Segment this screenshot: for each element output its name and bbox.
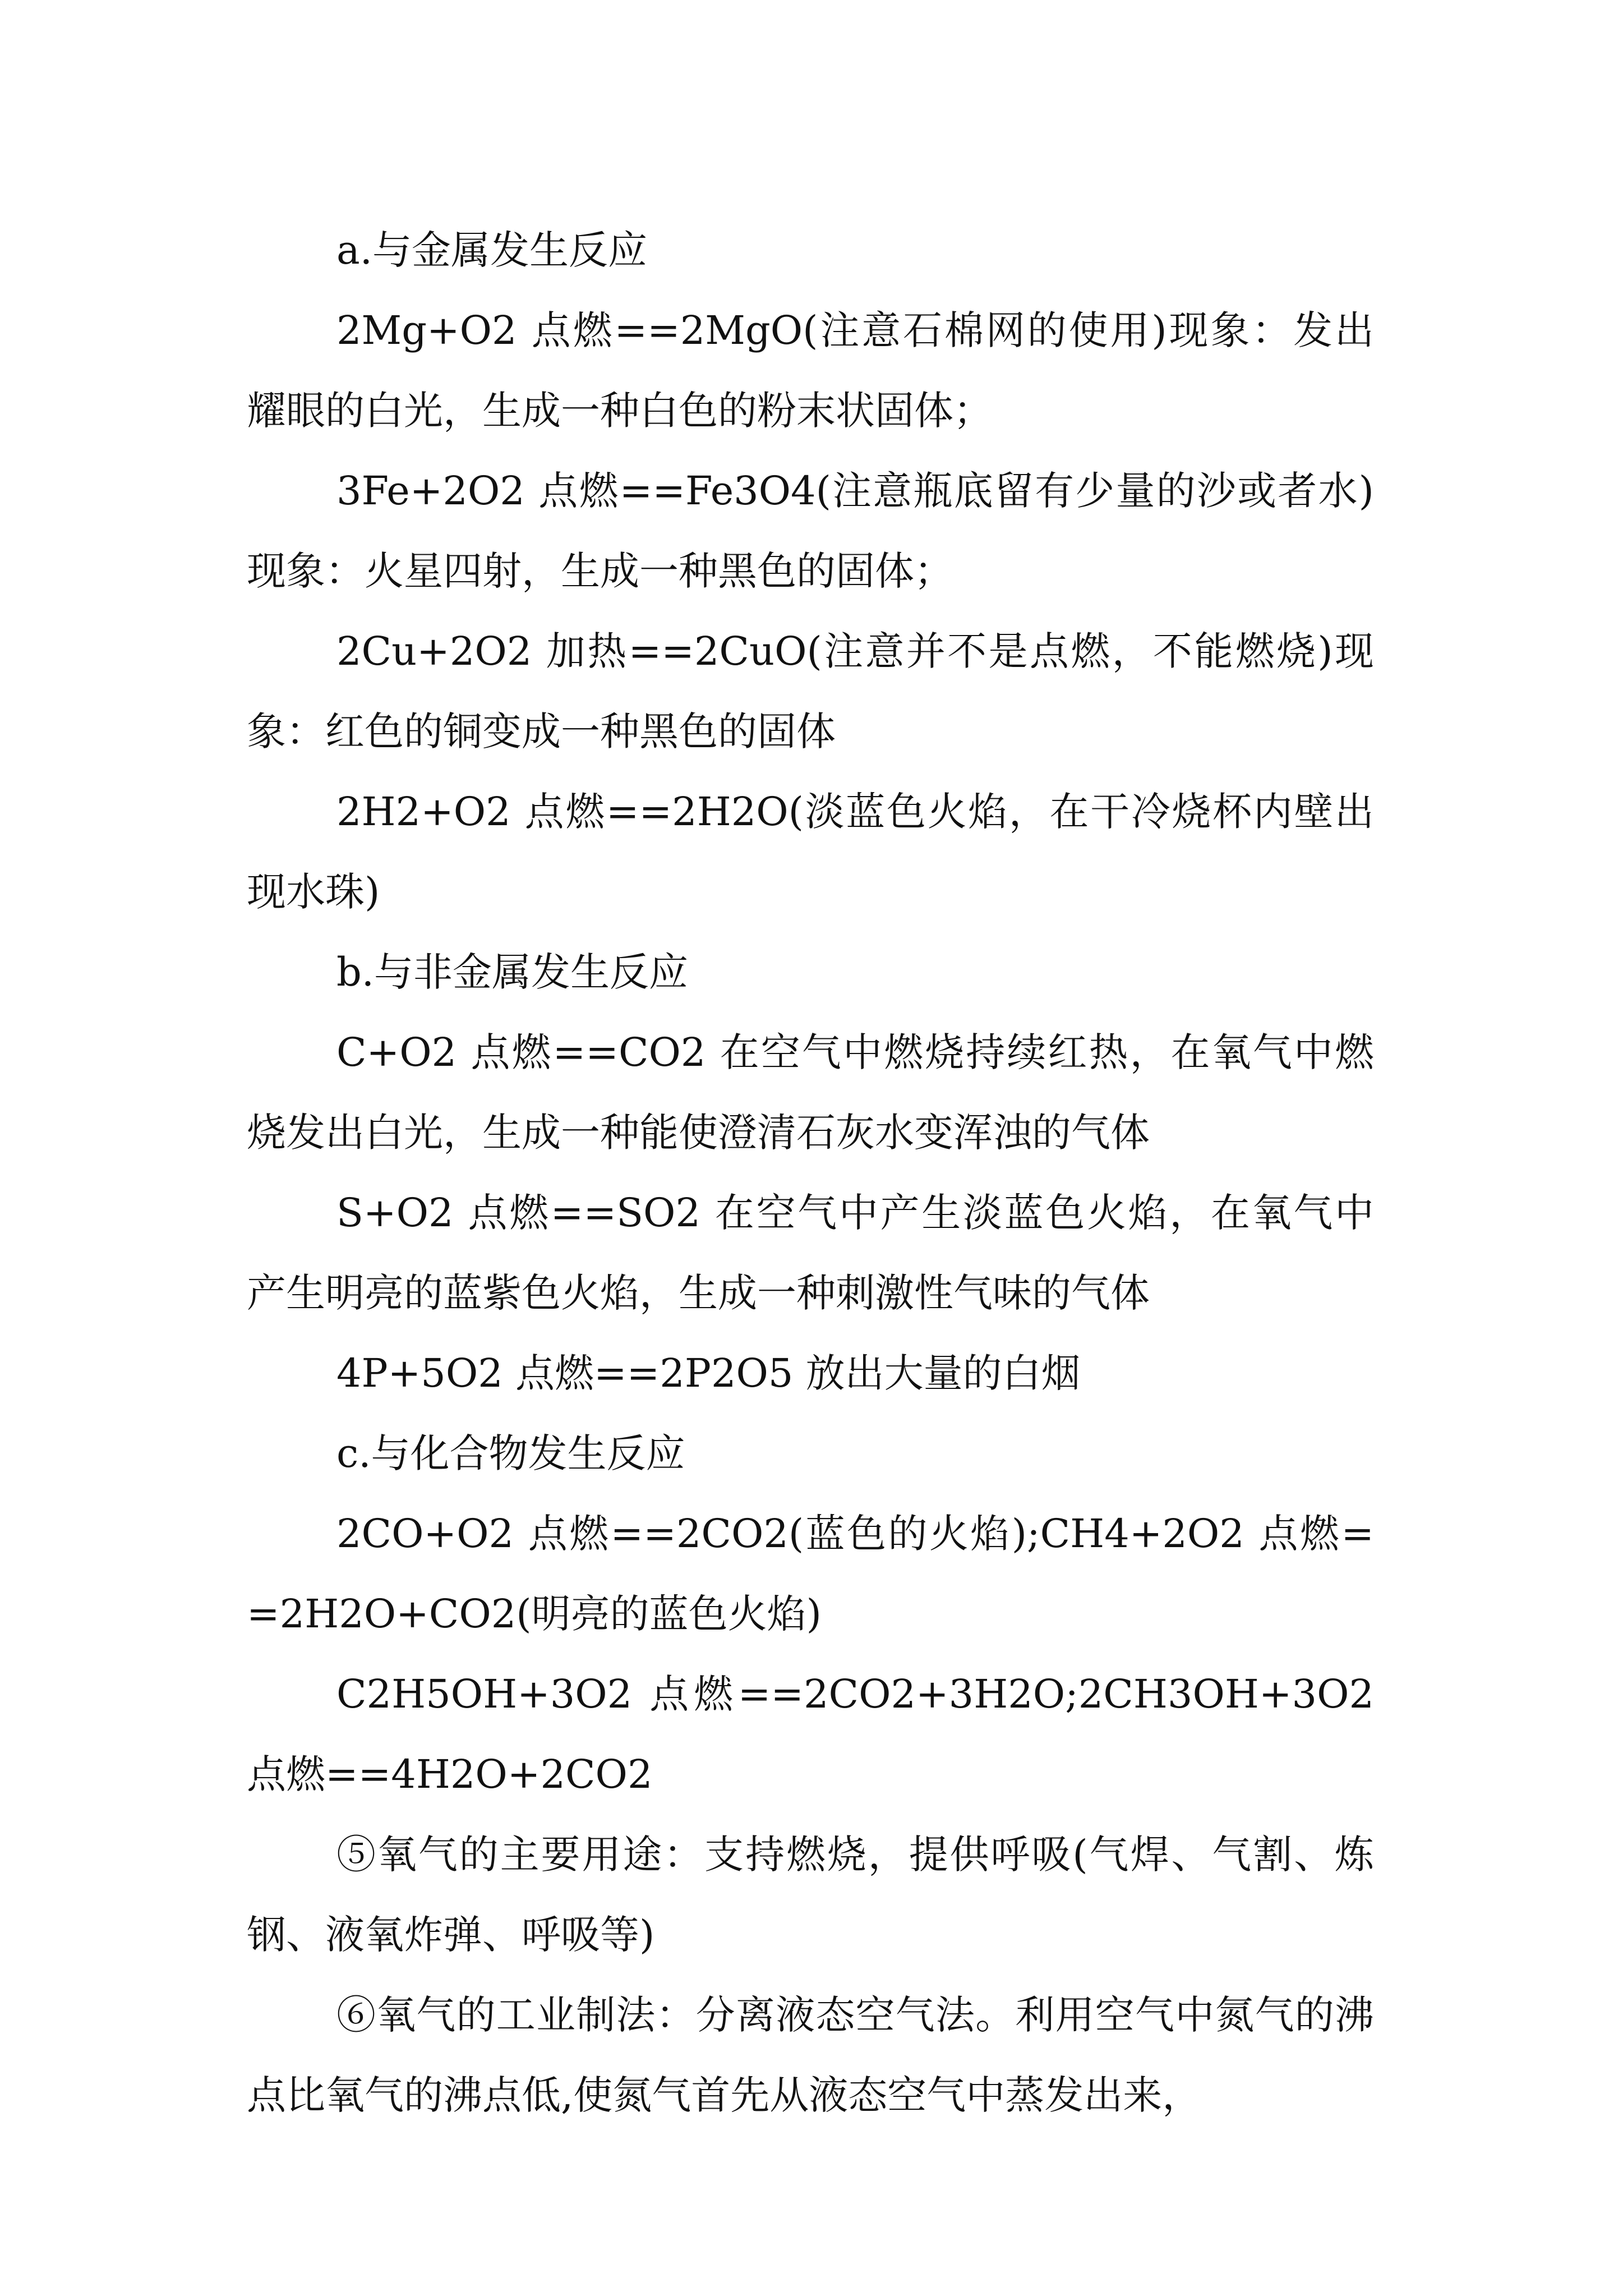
nonmetal-reaction-heading: b.与非金属发生反应 [336, 949, 689, 995]
document-body [247, 210, 1374, 2136]
fe-reaction-paragraph: 3Fe+2O2 点燃==Fe3O4(注意瓶底留有少量的沙或者水)现象：火星四射，生成一种黑色的固体； [247, 468, 1374, 594]
co-ch4-reaction-paragraph: 2CO+O2 点燃==2CO2(蓝色的火焰);CH4+2O2 点燃==2H2O+CO2(明亮的蓝色火焰) [247, 1511, 1374, 1637]
compound-reaction-heading: c.与化合物发生反应 [336, 1430, 685, 1476]
h2-reaction-paragraph: 2H2+O2 点燃==2H2O(淡蓝色火焰，在干冷烧杯内壁出现水珠) [247, 789, 1374, 915]
cu-reaction-paragraph: 2Cu+2O2 加热==2CuO(注意并不是点燃，不能燃烧)现象：红色的铜变成一种黑色的固体 [247, 628, 1374, 754]
oxygen-industrial-paragraph: ⑥氧气的工业制法：分离液态空气法。利用空气中氮气的沸点比氧气的沸点低,使氮气首先从液态空气中蒸发出来， [247, 1992, 1374, 2118]
s-reaction-paragraph: S+O2 点燃==SO2 在空气中产生淡蓝色火焰，在氧气中产生明亮的蓝紫色火焰，生成一种刺激性气味的气体 [247, 1190, 1374, 1316]
alcohol-reaction-paragraph: C2H5OH+3O2 点燃==2CO2+3H2O;2CH3OH+3O2 点燃==4H2O+2CO2 [247, 1671, 1374, 1797]
p-reaction-paragraph: 4P+5O2 点燃==2P2O5 放出大量的白烟 [336, 1350, 1081, 1396]
c-reaction-paragraph: C+O2 点燃==CO2 在空气中燃烧持续红热，在氧气中燃烧发出白光，生成一种能使澄清石灰水变浑浊的气体 [247, 1029, 1374, 1156]
metal-reaction-heading: a.与金属发生反应 [336, 227, 647, 273]
mg-reaction-paragraph: 2Mg+O2 点燃==2MgO(注意石棉网的使用)现象：发出耀眼的白光，生成一种白色的粉末状固体； [247, 307, 1374, 434]
oxygen-uses-paragraph: ⑤氧气的主要用途：支持燃烧，提供呼吸(气焊、气割、炼钢、液氧炸弹、呼吸等) [247, 1832, 1374, 1958]
